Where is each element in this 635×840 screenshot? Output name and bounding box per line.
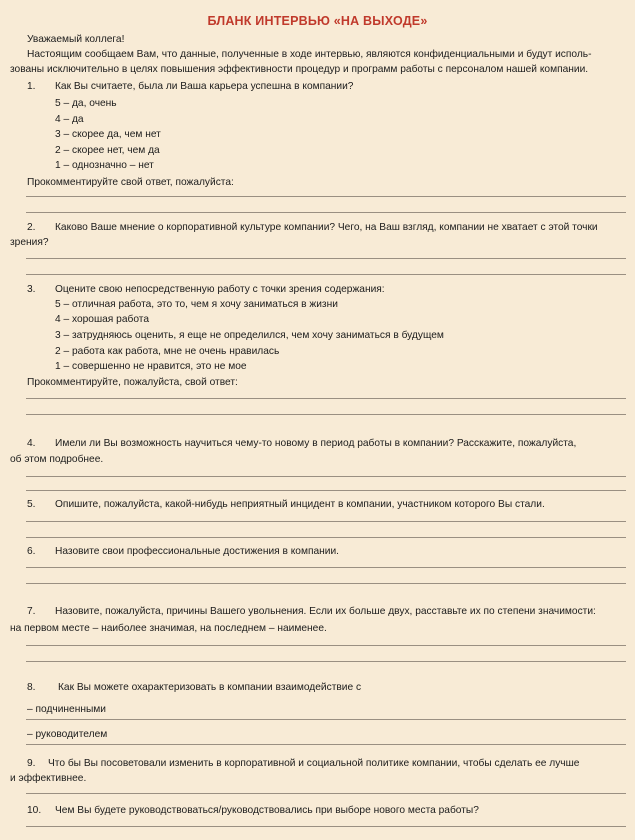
q9-line-2: и эффективнее. [10, 773, 87, 784]
q4-line-1: Имели ли Вы возможность научиться чему-то новому в период работы в компании? Расскажите, пожалуйста, [55, 438, 577, 449]
q1-text: Как Вы считаете, была ли Ваша карьера успешна в компании? [55, 81, 354, 92]
answer-line[interactable] [26, 398, 626, 399]
q10-number: 10. [27, 805, 42, 816]
answer-line[interactable] [26, 414, 626, 415]
q1-option: 5 – да, очень [55, 98, 117, 109]
q1-option: 4 – да [55, 114, 84, 125]
answer-line[interactable] [26, 490, 626, 491]
q7-line-1: Назовите, пожалуйста, причины Вашего увольнения. Если их больше двух, расставьте их по степени значимости: [55, 606, 596, 617]
q2-line-1: Каково Ваше мнение о корпоративной культуре компании? Чего, на Ваш взгляд, компании не хватает с этой точки [55, 222, 598, 233]
q5-number: 5. [27, 499, 36, 510]
answer-line[interactable] [26, 212, 626, 213]
q5-text: Опишите, пожалуйста, какой-нибудь неприятный инцидент в компании, участником которого Вы стали. [55, 499, 545, 510]
q3-comment: Прокомментируйте, пожалуйста, свой ответ: [27, 377, 238, 388]
answer-line[interactable] [26, 537, 626, 538]
answer-line[interactable] [26, 521, 626, 522]
q8-option-subordinates: – подчиненными [27, 704, 106, 715]
q8-option-manager: – руководителем [27, 729, 108, 740]
answer-line[interactable] [26, 476, 626, 477]
q3-option: 5 – отличная работа, это то, чем я хочу заниматься в жизни [55, 299, 338, 310]
q4-number: 4. [27, 438, 36, 449]
answer-line[interactable] [26, 826, 626, 827]
q9-number: 9. [27, 758, 36, 769]
intro-line-2: зованы исключительно в целях повышения эффективности процедур и программ работы с персоналом нашей компании. [10, 64, 589, 75]
answer-line[interactable] [26, 258, 626, 259]
answer-line[interactable] [26, 567, 626, 568]
intro-line-1: Настоящим сообщаем Вам, что данные, полученные в ходе интервью, являются конфиденциальными и будут исполь- [27, 49, 592, 60]
q2-number: 2. [27, 222, 36, 233]
q3-option: 1 – совершенно не нравится, это не мое [55, 361, 247, 372]
q7-line-2: на первом месте – наиболее значимая, на последнем – наименее. [10, 623, 327, 634]
q3-text: Оцените свою непосредственную работу с точки зрения содержания: [55, 284, 385, 295]
greeting: Уважаемый коллега! [27, 34, 125, 45]
form-title: БЛАНК ИНТЕРВЬЮ «НА ВЫХОДЕ» [207, 14, 428, 28]
answer-line[interactable] [26, 744, 626, 745]
q10-text: Чем Вы будете руководствоваться/руководствовались при выборе нового места работы? [55, 805, 479, 816]
q8-text: Как Вы можете охарактеризовать в компании взаимодействие с [58, 682, 362, 693]
q4-line-2: об этом подробнее. [10, 454, 104, 465]
q1-number: 1. [27, 81, 36, 92]
answer-line[interactable] [26, 645, 626, 646]
q1-comment: Прокомментируйте свой ответ, пожалуйста: [27, 177, 234, 188]
q1-option: 2 – скорее нет, чем да [55, 145, 160, 156]
q3-option: 2 – работа как работа, мне не очень нравилась [55, 346, 280, 357]
q9-line-1: Что бы Вы посоветовали изменить в корпоративной и социальной политике компании, чтобы сделать ее лучше [48, 758, 580, 769]
answer-line[interactable] [26, 661, 626, 662]
q6-text: Назовите свои профессиональные достижения в компании. [55, 546, 339, 557]
q7-number: 7. [27, 606, 36, 617]
q3-option: 3 – затрудняюсь оценить, я еще не определился, чем хочу заниматься в будущем [55, 330, 444, 341]
q6-number: 6. [27, 546, 36, 557]
answer-line[interactable] [26, 583, 626, 584]
q2-line-2: зрения? [10, 237, 49, 248]
q8-number: 8. [27, 682, 36, 693]
q3-number: 3. [27, 284, 36, 295]
q1-option: 1 – однозначно – нет [55, 160, 154, 171]
q1-option: 3 – скорее да, чем нет [55, 129, 161, 140]
q3-option: 4 – хорошая работа [55, 314, 149, 325]
answer-line[interactable] [26, 719, 626, 720]
answer-line[interactable] [26, 274, 626, 275]
answer-line[interactable] [26, 196, 626, 197]
answer-line[interactable] [26, 793, 626, 794]
